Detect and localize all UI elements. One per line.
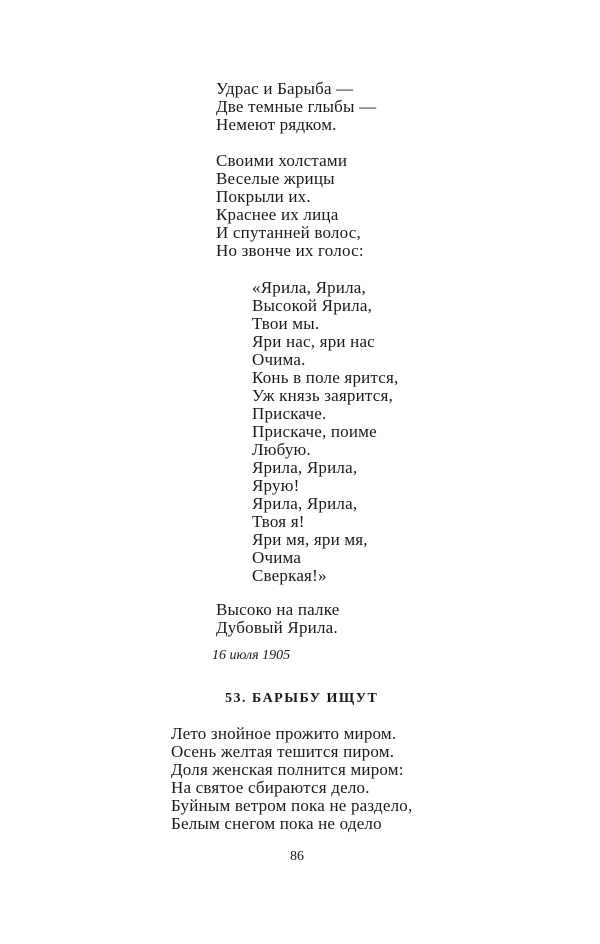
poem-heading: 53. БАРЫБУ ИЩУТ xyxy=(225,691,379,706)
poem-line: Веселые жрицы xyxy=(216,169,335,188)
poem-line: Любую. xyxy=(252,440,311,459)
poem-line: Лето знойное прожито миром. xyxy=(171,724,397,743)
poem-line: И спутанней волос, xyxy=(216,223,361,242)
poem-line: «Ярила, Ярила, xyxy=(252,278,366,297)
stanza-summer-lived xyxy=(171,725,412,833)
poem-line: Покрыли их. xyxy=(216,187,311,206)
poem-line: Белым снегом пока не одело xyxy=(171,814,382,833)
poem-line: На святое сбираются дело. xyxy=(171,778,370,797)
stanza-udras-baryba xyxy=(216,80,376,134)
poem-line: Осень желтая тешится пиром. xyxy=(171,742,395,761)
poem-line: Конь в поле ярится, xyxy=(252,368,399,387)
poem-line: Ярила, Ярила, xyxy=(252,458,358,477)
poem-line: Буйным ветром пока не раздело, xyxy=(171,796,413,815)
poem-line: Высоко на палке xyxy=(216,600,340,619)
poem-line: Высокой Ярила, xyxy=(252,296,373,315)
poem-line: Но звонче их голос: xyxy=(216,241,364,260)
poem-line: Удрас и Барыба — xyxy=(216,79,354,98)
poem-line: Дубовый Ярила. xyxy=(216,618,338,637)
poem-line: Доля женская полнится миром: xyxy=(171,760,404,779)
poem-line: Прискаче. xyxy=(252,404,327,423)
poem-line: Ярила, Ярила, xyxy=(252,494,358,513)
poem-line: Яри мя, яри мя, xyxy=(252,530,368,549)
poem-line: Уж князь заярится, xyxy=(252,386,393,405)
stanza-oak-yarila xyxy=(216,601,340,637)
poem-line: Две темные глыбы — xyxy=(216,97,377,116)
poem-line: Твоя я! xyxy=(252,512,305,531)
poem-line: Прискаче, поиме xyxy=(252,422,377,441)
poem-line: Своими холстами xyxy=(216,151,348,170)
poem-line: Немеют рядком. xyxy=(216,115,337,134)
poem-line: Ярую! xyxy=(252,476,300,495)
poem-line: Твои мы. xyxy=(252,314,320,333)
poem-line: Очима xyxy=(252,548,302,567)
stanza-priestesses xyxy=(216,152,364,260)
poem-line: Краснее их лица xyxy=(216,205,339,224)
poem-line: Яри нас, яри нас xyxy=(252,332,375,351)
poem-line: Сверкая!» xyxy=(252,566,327,585)
poem-date: 16 июля 1905 xyxy=(212,648,291,663)
page-number: 86 xyxy=(290,849,304,864)
poem-line: Очима. xyxy=(252,350,306,369)
stanza-yarila-song xyxy=(252,279,399,585)
